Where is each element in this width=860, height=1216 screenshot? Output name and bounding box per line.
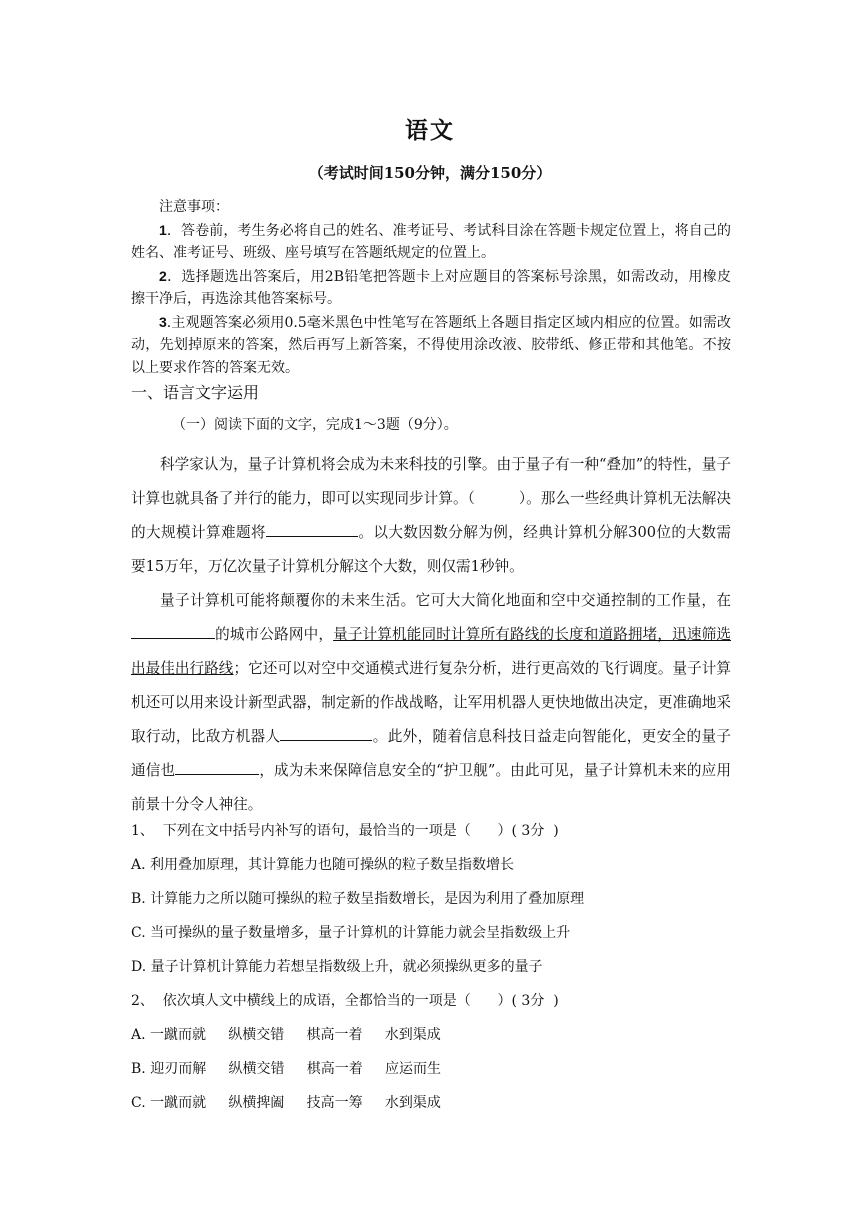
notice-item-number: 2 — [159, 267, 167, 284]
question-stem: 1、 下列在文中括号内补写的语句，最恰当的一项是（ ）( 3分 ) — [131, 823, 559, 839]
fill-blank — [131, 620, 215, 639]
notice-item — [131, 265, 731, 311]
passage-text: 的城市公路网中， — [215, 626, 334, 643]
notice-item-text: ．答卷前，考生务必将自己的姓名、准考证号、考试科目涂在答题卡规定位置上，将自己的姓名、准考证号、班级、座号填写在答题纸规定的位置上。 — [131, 222, 731, 261]
answer-option: C. 一蹴而就 纵横捭阖 技高一筹 水到渠成 — [131, 1095, 441, 1111]
answer-option: A. 利用叠加原理，其计算能力也随可操纵的粒子数呈指数增长 — [131, 857, 515, 873]
fill-blank — [266, 518, 358, 537]
notice-item-number: 1 — [159, 221, 167, 238]
page-title: 语文 — [405, 117, 455, 144]
exam-info: （考试时间150分钟，满分150分） — [308, 164, 552, 182]
passage-text: 。此外，随着信息科技日益走向智能化，更安全的量子通信也 — [131, 728, 731, 779]
passage-text: ；它还可以对空中交通模式进行复杂分析，进行更高效的飞行调度。量子计算机还可以用来设计新型武器，制定新的作战战略，让军用机器人更快地做出决定，更准确地采取行动，比敌方机器人 — [131, 660, 731, 745]
answer-option: B. 计算能力之所以随可操纵的粒子数呈指数增长，是因为利用了叠加原理 — [131, 891, 585, 907]
passage-text: 科学家认为，量子计算机将会成为未来科技的引擎。由于量子有一种“叠加”的特性，量子计算也就具备了并行的能力，即可以实现同步计算。（ ）。那么一些经典计算机无法解决的大规模计算难题将 — [131, 456, 731, 541]
notice-item — [131, 311, 731, 380]
passage-paragraph — [131, 584, 731, 822]
passage-text: ，成为未来保障信息安全的“护卫舰”。由此可见，量子计算机未来的应用前景十分令人神往。 — [131, 762, 731, 813]
notice-item-text: .主观题答案必须用0.5毫米黑色中性笔写在答题纸上各题目指定区域内相应的位置。如需改动，先划掉原来的答案，然后再写上新答案，不得使用涂改液、胶带纸、修正带和其他笔。不按以上要求作答的答案无效。 — [131, 314, 731, 376]
passage-text: 。以大数因数分解为例，经典计算机分解300位的大数需要15万年，万亿次量子计算机分解这个大数，则仅需1秒钟。 — [131, 524, 731, 575]
subsection-heading: （一）阅读下面的文字，完成1～3题（9分）。 — [172, 417, 458, 433]
section-heading: 一、语言文字运用 — [131, 383, 260, 402]
notice-heading: 注意事项： — [159, 199, 229, 215]
fill-blank — [175, 756, 259, 775]
passage-text: 量子计算机可能将颠覆你的未来生活。它可大大简化地面和空中交通控制的工作量，在 — [160, 592, 731, 609]
answer-option: B. 迎刃而解 纵横交错 棋高一着 应运而生 — [131, 1061, 441, 1077]
notice-item — [131, 219, 731, 265]
answer-option: D. 量子计算机计算能力若想呈指数级上升，就必须操纵更多的量子 — [131, 959, 543, 975]
passage-paragraph — [131, 448, 731, 584]
notice-item-text: ．选择题选出答案后，用2B铅笔把答题卡上对应题目的答案标号涂黑，如需改动，用橡皮擦干净后，再选涂其他答案标号。 — [131, 268, 731, 307]
underlined-sentence: 量子计算机能同时计算所有路线的长度和道路拥堵，迅速筛选出最佳出行路线 — [131, 626, 731, 677]
notice-block — [131, 196, 731, 379]
answer-option: C. 当可操纵的量子数量增多，量子计算机的计算能力就会呈指数级上升 — [131, 925, 571, 941]
answer-option: A. 一蹴而就 纵横交错 棋高一着 水到渠成 — [131, 1027, 441, 1043]
reading-passage — [131, 448, 731, 822]
notice-item-number: 3 — [159, 313, 167, 330]
question-stem: 2、 依次填人文中横线上的成语，全都恰当的一项是（ ）( 3分 ) — [131, 993, 559, 1009]
fill-blank — [280, 722, 372, 741]
